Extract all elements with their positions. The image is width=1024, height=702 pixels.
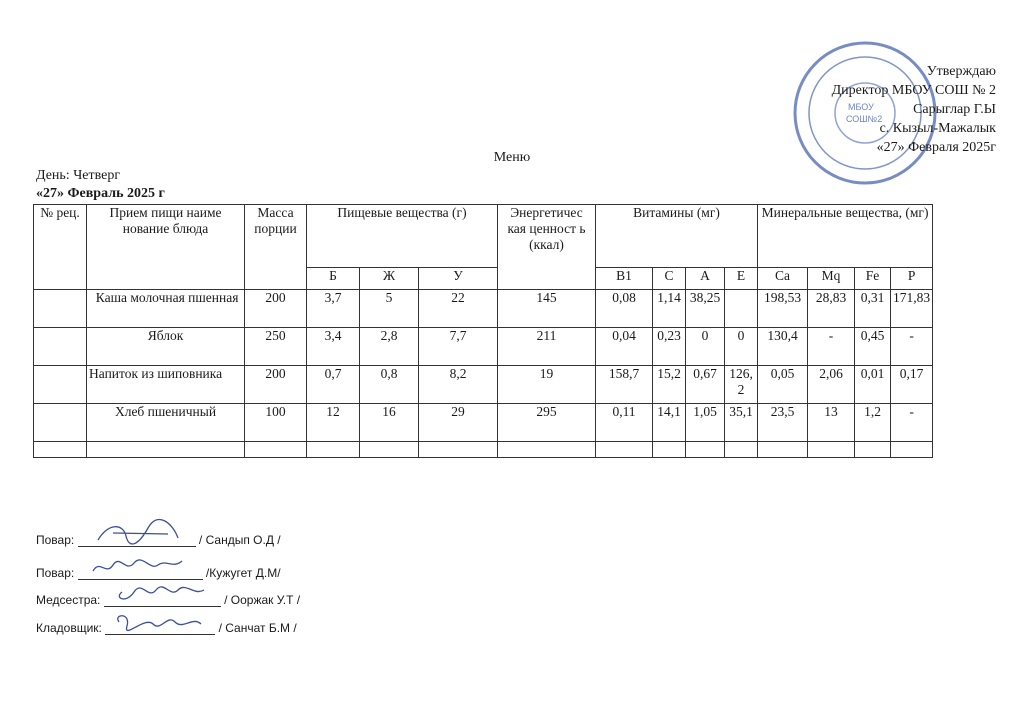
- subheader-cell: A: [686, 268, 725, 290]
- cell-carbs: 7,7: [419, 328, 498, 366]
- cell-fat: 0,8: [360, 366, 419, 404]
- subheader-cell: Ca: [758, 268, 808, 290]
- cell-fe: 0,31: [855, 290, 891, 328]
- day-label: День: Четверг: [36, 168, 121, 183]
- empty-cell: [419, 442, 498, 458]
- cell-mass: 250: [245, 328, 307, 366]
- cell-fe: 0,01: [855, 366, 891, 404]
- approval-line: с. Кызыл-Мажалык: [879, 121, 996, 136]
- signature-line: [105, 620, 215, 635]
- table-row: [34, 404, 933, 442]
- signature-role: Повар:: [36, 533, 75, 547]
- cell-p: 0,17: [891, 366, 933, 404]
- cell-e: 126, 2: [725, 366, 758, 404]
- signature-name: / Санчат Б.М /: [218, 621, 297, 635]
- cell-c: 15,2: [653, 366, 686, 404]
- header-energy: Энергетичес кая ценност ь (ккал): [498, 205, 596, 290]
- header-vitamins: Витамины (мг): [596, 205, 758, 268]
- handwritten-signature-icon: [78, 518, 196, 548]
- cell-c: 14,1: [653, 404, 686, 442]
- signature-line: [78, 532, 196, 547]
- empty-cell: [245, 442, 307, 458]
- cell-ca: 23,5: [758, 404, 808, 442]
- subheader-cell: Mq: [808, 268, 855, 290]
- cell-ca: 130,4: [758, 328, 808, 366]
- cell-p: -: [891, 328, 933, 366]
- cell-mg: 13: [808, 404, 855, 442]
- handwritten-signature-icon: [78, 551, 203, 581]
- signature-name: / Ооржак У.Т /: [224, 593, 301, 607]
- table-row: [34, 328, 933, 366]
- signature-row: [36, 620, 297, 635]
- cell-e: 0: [725, 328, 758, 366]
- cell-mass: 100: [245, 404, 307, 442]
- approval-line: Сарыглар Г.Ы: [913, 102, 996, 117]
- approval-block: [832, 62, 996, 157]
- cell-b1: 158,7: [596, 366, 653, 404]
- cell-b1: 0,08: [596, 290, 653, 328]
- cell-p: 171,83: [891, 290, 933, 328]
- approval-line: Утверждаю: [926, 64, 996, 79]
- signature-name: /Кужугет Д.М/: [205, 566, 281, 580]
- cell-protein: 3,7: [307, 290, 360, 328]
- subheader-cell: Б: [307, 268, 360, 290]
- cell-mass: 200: [245, 366, 307, 404]
- cell-num: [34, 404, 87, 442]
- cell-ca: 0,05: [758, 366, 808, 404]
- cell-mass: 200: [245, 290, 307, 328]
- signature-row: [36, 532, 281, 547]
- subheader-cell: У: [419, 268, 498, 290]
- cell-p: -: [891, 404, 933, 442]
- empty-cell: [34, 442, 87, 458]
- handwritten-signature-icon: [105, 606, 215, 636]
- empty-cell: [758, 442, 808, 458]
- cell-energy: 211: [498, 328, 596, 366]
- cell-carbs: 8,2: [419, 366, 498, 404]
- empty-cell: [725, 442, 758, 458]
- date-label: «27» Февраль 2025 г: [36, 186, 165, 201]
- cell-carbs: 22: [419, 290, 498, 328]
- cell-protein: 12: [307, 404, 360, 442]
- signature-name: / Сандып О.Д /: [198, 533, 281, 547]
- cell-b1: 0,11: [596, 404, 653, 442]
- cell-num: [34, 328, 87, 366]
- subheader-cell: B1: [596, 268, 653, 290]
- signature-role: Кладовщик:: [36, 621, 102, 635]
- cell-b1: 0,04: [596, 328, 653, 366]
- empty-cell: [498, 442, 596, 458]
- cell-fat: 16: [360, 404, 419, 442]
- subheader-cell: Fe: [855, 268, 891, 290]
- page-title: Меню: [493, 150, 531, 165]
- cell-energy: 295: [498, 404, 596, 442]
- cell-fat: 2,8: [360, 328, 419, 366]
- subheader-cell: C: [653, 268, 686, 290]
- cell-name: Хлеб пшеничный: [87, 404, 245, 442]
- cell-a: 1,05: [686, 404, 725, 442]
- cell-e: [725, 290, 758, 328]
- empty-cell: [87, 442, 245, 458]
- empty-cell: [307, 442, 360, 458]
- cell-protein: 0,7: [307, 366, 360, 404]
- header-row: [34, 205, 933, 268]
- cell-e: 35,1: [725, 404, 758, 442]
- empty-cell: [808, 442, 855, 458]
- cell-mg: 28,83: [808, 290, 855, 328]
- header-portion-mass: Масса порции: [245, 205, 307, 290]
- handwritten-signature-icon: [104, 578, 221, 608]
- header-nutrients: Пищевые вещества (г): [307, 205, 498, 268]
- approval-line: Директор МБОУ СОШ № 2: [831, 83, 996, 98]
- cell-energy: 19: [498, 366, 596, 404]
- cell-a: 0: [686, 328, 725, 366]
- subheader-cell: P: [891, 268, 933, 290]
- empty-cell: [891, 442, 933, 458]
- subheader-cell: E: [725, 268, 758, 290]
- header-recipe-number: № рец.: [34, 205, 87, 290]
- svg-text:СОШ№2: СОШ№2: [846, 114, 883, 124]
- cell-name: Каша молочная пшенная: [87, 290, 245, 328]
- signature-line: [104, 592, 221, 607]
- table-row-empty: [34, 442, 933, 458]
- cell-energy: 145: [498, 290, 596, 328]
- signature-role: Медсестра:: [36, 593, 101, 607]
- cell-c: 0,23: [653, 328, 686, 366]
- signature-role: Повар:: [36, 566, 75, 580]
- cell-fe: 0,45: [855, 328, 891, 366]
- signature-row: [36, 592, 300, 607]
- cell-ca: 198,53: [758, 290, 808, 328]
- cell-a: 0,67: [686, 366, 725, 404]
- empty-cell: [686, 442, 725, 458]
- table-row: [34, 290, 933, 328]
- cell-a: 38,25: [686, 290, 725, 328]
- approval-line: «27» Февраля 2025г: [876, 140, 996, 155]
- empty-cell: [596, 442, 653, 458]
- cell-mg: -: [808, 328, 855, 366]
- header-minerals: Минеральные вещества, (мг): [758, 205, 933, 268]
- cell-fat: 5: [360, 290, 419, 328]
- cell-c: 1,14: [653, 290, 686, 328]
- cell-mg: 2,06: [808, 366, 855, 404]
- cell-protein: 3,4: [307, 328, 360, 366]
- cell-fe: 1,2: [855, 404, 891, 442]
- empty-cell: [360, 442, 419, 458]
- cell-num: [34, 290, 87, 328]
- header-meal-name: Прием пищи наиме нование блюда: [87, 205, 245, 290]
- cell-name: Яблок: [87, 328, 245, 366]
- table-row: [34, 366, 933, 404]
- cell-carbs: 29: [419, 404, 498, 442]
- subheader-cell: Ж: [360, 268, 419, 290]
- menu-table: [33, 204, 933, 458]
- cell-name: Напиток из шиповника: [87, 366, 245, 404]
- empty-cell: [653, 442, 686, 458]
- svg-text:МБОУ: МБОУ: [848, 102, 874, 112]
- empty-cell: [855, 442, 891, 458]
- cell-num: [34, 366, 87, 404]
